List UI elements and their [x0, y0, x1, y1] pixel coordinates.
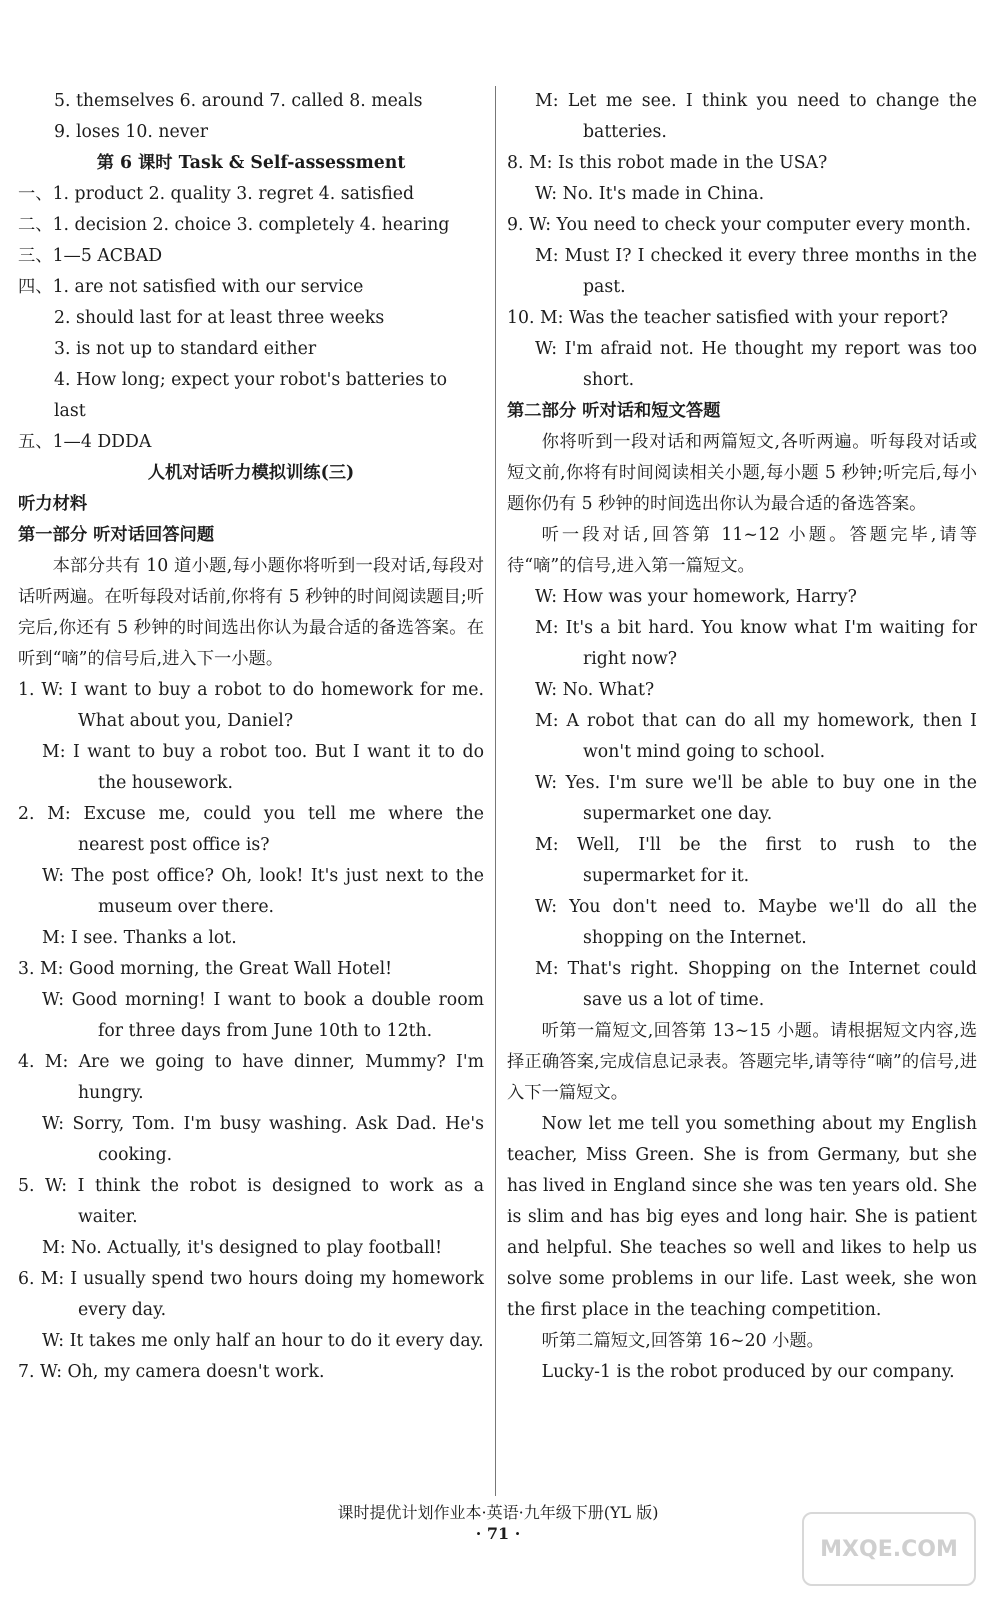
- dialogue-line: 6. M: I usually spend two hours doing my homework every day.: [18, 1269, 484, 1320]
- answer-line: 5. themselves 6. around 7. called 8. meals: [54, 91, 423, 111]
- section-title: 人机对话听力模拟训练(三): [147, 463, 355, 483]
- dialogue-line: W: The post office? Oh, look! It's just next to the museum over there.: [42, 866, 484, 917]
- dialogue-line: 2. M: Excuse me, could you tell me where the nearest post office is?: [18, 804, 484, 855]
- dialogue-line: W: How was your homework, Harry?: [535, 587, 857, 607]
- answer-line: 9. loses 10. never: [54, 122, 208, 142]
- dialogue-line: W: You don't need to. Maybe we'll do all the shopping on the Internet.: [535, 897, 977, 948]
- dialogue-line: M: It's a bit hard. You know what I'm waiting for right now?: [535, 618, 977, 669]
- part-heading: 第二部分 听对话和短文答题: [507, 401, 721, 421]
- instructions: 听第二篇短文,回答第 16~20 小题。: [541, 1331, 824, 1351]
- dialogue-line: 9. W: You need to check your computer every month.: [507, 215, 972, 235]
- dialogue-line: W: Yes. I'm sure we'll be able to buy one in the supermarket one day.: [535, 773, 977, 824]
- answer-line: 3. is not up to standard either: [54, 339, 317, 359]
- dialogue-line: 7. W: Oh, my camera doesn't work.: [18, 1362, 325, 1382]
- lesson-heading: 第 6 课时 Task & Self-assessment: [96, 153, 406, 173]
- watermark-logo: MXQE.COM: [802, 1512, 976, 1586]
- dialogue-line: M: Let me see. I think you need to change the batteries.: [535, 91, 977, 142]
- passage: Lucky-1 is the robot produced by our company.: [541, 1362, 955, 1382]
- footer-book-title: 课时提优计划作业本·英语·九年级下册(YL 版): [337, 1503, 659, 1522]
- part-heading: 第一部分 听对话回答问题: [18, 525, 215, 545]
- right-column: [507, 86, 977, 1388]
- page-number: · 71 ·: [475, 1524, 521, 1543]
- instructions: 你将听到一段对话和两篇短文,各听两遍。听每段对话或短文前,你将有时间阅读相关小题,每小题 5 秒钟;听完后,每小题你仍有 5 秒钟的时间选出你认为最合适的备选答案。: [507, 432, 977, 514]
- dialogue-line: M: I want to buy a robot too. But I want it to do the housework.: [42, 742, 484, 793]
- answer-line: 五、1—4 DDDA: [18, 432, 152, 452]
- answer-line: 2. should last for at least three weeks: [54, 308, 385, 328]
- dialogue-line: M: Must I? I checked it every three months in the past.: [535, 246, 977, 297]
- left-column: [18, 86, 484, 1388]
- answer-line: 4. How long; expect your robot's batteries to: [54, 370, 448, 390]
- materials-heading: 听力材料: [18, 494, 88, 514]
- answer-line: 二、1. decision 2. choice 3. completely 4. hearing: [18, 215, 450, 235]
- answer-line: 一、1. product 2. quality 3. regret 4. satisfied: [18, 184, 415, 204]
- instructions: 听第一篇短文,回答第 13~15 小题。请根据短文内容,选择正确答案,完成信息记录表。答题完毕,请等待“嘀”的信号,进入下一篇短文。: [507, 1021, 977, 1103]
- dialogue-line: M: Well, I'll be the first to rush to the supermarket for it.: [535, 835, 977, 886]
- dialogue-line: M: A robot that can do all my homework, then I won't mind going to school.: [535, 711, 977, 762]
- dialogue-line: 1. W: I want to buy a robot to do homework for me. What about you, Daniel?: [18, 680, 484, 731]
- instructions: 听一段对话,回答第 11~12 小题。答题完毕,请等待“嘀”的信号,进入第一篇短文。: [507, 525, 977, 576]
- answer-line: 四、1. are not satisfied with our service: [18, 277, 364, 297]
- answer-line: last: [54, 401, 86, 421]
- dialogue-line: 8. M: Is this robot made in the USA?: [507, 153, 828, 173]
- dialogue-line: 10. M: Was the teacher satisfied with your report?: [507, 308, 949, 328]
- dialogue-line: W: I'm afraid not. He thought my report was too short.: [535, 339, 977, 390]
- answer-line: 三、1—5 ACBAD: [18, 246, 163, 266]
- passage: Now let me tell you something about my English teacher, Miss Green. She is from Germany, but she has lived in England since she was ten years old. She is slim and has big eyes and long hair. She is patient and helpful. She teaches so well and likes to help us solve some problems in our life. Last week, she won the first place in the teaching competition.: [507, 1114, 977, 1320]
- dialogue-line: W: It takes me only half an hour to do it every day.: [42, 1331, 484, 1351]
- instructions: 本部分共有 10 道小题,每小题你将听到一段对话,每段对话听两遍。在听每段对话前,你将有 5 秒钟的时间阅读题目;听完后,你还有 5 秒钟的时间选出你认为最合适的备选答案。在听到“嘀”的信号后,进入下一小题。: [18, 556, 484, 669]
- dialogue-line: 3. M: Good morning, the Great Wall Hotel!: [18, 959, 393, 979]
- dialogue-line: W: Sorry, Tom. I'm busy washing. Ask Dad. He's cooking.: [42, 1114, 484, 1165]
- dialogue-line: M: That's right. Shopping on the Internet could save us a lot of time.: [535, 959, 977, 1010]
- column-divider: [495, 86, 496, 1496]
- dialogue-line: 5. W: I think the robot is designed to work as a waiter.: [18, 1176, 484, 1227]
- dialogue-line: W: Good morning! I want to book a double room for three days from June 10th to 12th.: [42, 990, 484, 1041]
- dialogue-line: 4. M: Are we going to have dinner, Mummy? I'm hungry.: [18, 1052, 484, 1103]
- dialogue-line: W: No. What?: [535, 680, 655, 700]
- dialogue-line: M: I see. Thanks a lot.: [42, 928, 237, 948]
- dialogue-line: M: No. Actually, it's designed to play football!: [42, 1238, 443, 1258]
- dialogue-line: W: No. It's made in China.: [535, 184, 765, 204]
